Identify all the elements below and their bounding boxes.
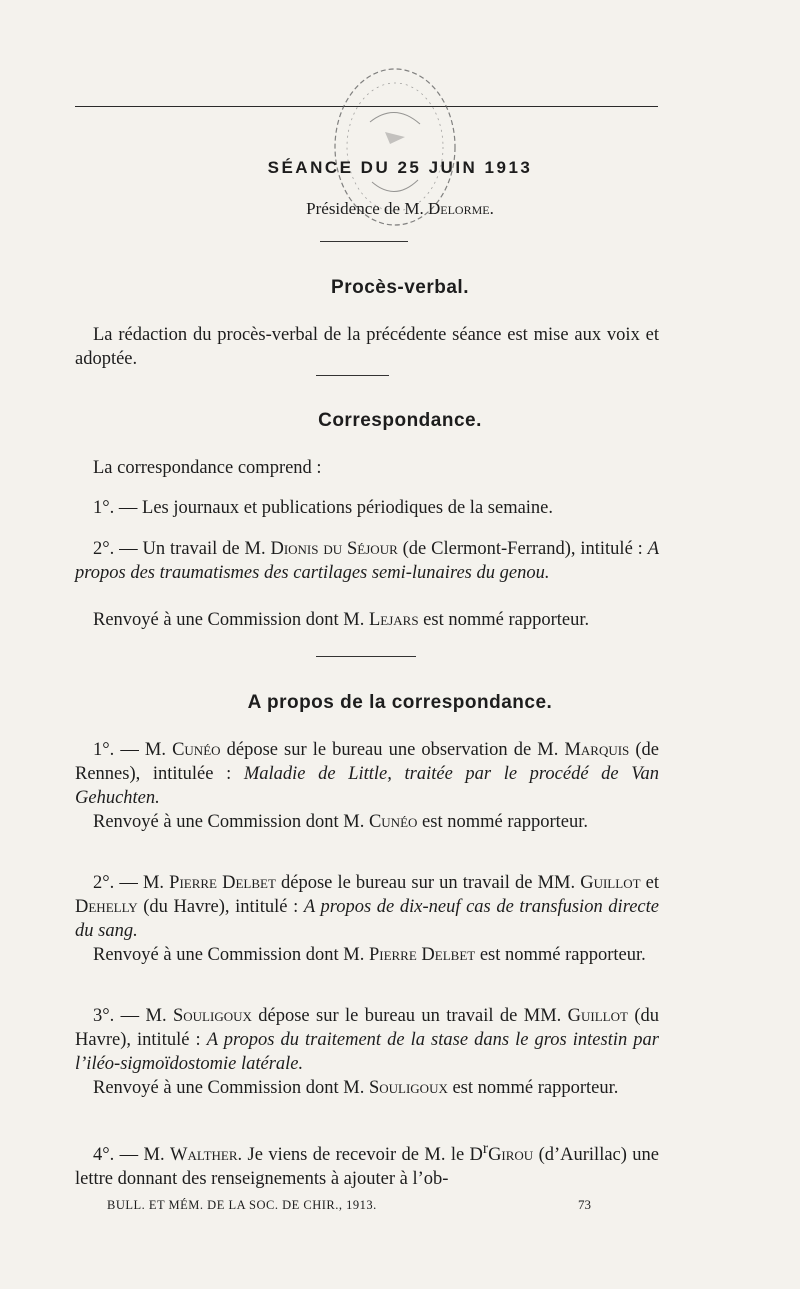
divider-2 bbox=[316, 375, 389, 376]
heading-proces-verbal: Procès-verbal. bbox=[331, 277, 469, 298]
a3-author2: Guillot bbox=[567, 1006, 628, 1026]
heading-correspondance: Correspondance. bbox=[318, 410, 482, 431]
a-propos-item-2-renvoi bbox=[75, 943, 659, 967]
a2-renvoi-prefix: Renvoyé à une Commission dont M. bbox=[93, 945, 369, 965]
running-footer: BULL. ET MÉM. DE LA SOC. DE CHIR., 1913. bbox=[107, 1198, 377, 1212]
a2-mid: dépose le bureau sur un travail de MM. bbox=[275, 873, 581, 893]
seance-title: SÉANCE DU 25 JUIN 1913 bbox=[267, 158, 533, 177]
a2-renvoi-suffix: est nommé rapporteur. bbox=[475, 945, 646, 965]
a1-lead: 1°. — M. bbox=[93, 740, 173, 760]
divider-1 bbox=[320, 241, 408, 242]
a3-lead: 3°. — M. bbox=[93, 1006, 173, 1026]
a3-title: A propos du traitement de la stase dans le gros intestin par l’iléo-sigmoïdostomie latérale. bbox=[75, 1030, 659, 1074]
correspondance-item-1: 1°. — Les journaux et publications périodiques de la semaine. bbox=[93, 498, 554, 518]
a2-author2: Guillot bbox=[580, 873, 641, 893]
a3-rapporteur: Souligoux bbox=[368, 1078, 448, 1098]
presidence-prefix: Présidence de M. bbox=[306, 199, 428, 218]
page-number: 73 bbox=[578, 1197, 591, 1212]
a2-lead: 2°. — M. bbox=[93, 873, 170, 893]
a1-renvoi-suffix: est nommé rapporteur. bbox=[417, 812, 588, 832]
a1-renvoi-prefix: Renvoyé à une Commission dont M. bbox=[93, 812, 369, 832]
c2-rapporteur: Lejars bbox=[368, 610, 419, 630]
a3-author: Souligoux bbox=[172, 1006, 252, 1026]
presidence-line bbox=[0, 199, 800, 219]
c2-mid: (de Clermont-Ferrand), intitulé : bbox=[397, 539, 648, 559]
a-propos-item-3-renvoi bbox=[75, 1076, 659, 1100]
proces-verbal-text: La rédaction du procès-verbal de la précédente séance est mise aux voix et adoptée. bbox=[75, 325, 659, 369]
a1-author: Cunéo bbox=[172, 740, 221, 760]
a1-rapporteur: Cunéo bbox=[368, 812, 418, 832]
a3-mid2: (du Havre), intitulé : bbox=[75, 1006, 659, 1050]
a-propos-item-3 bbox=[75, 1004, 659, 1076]
c2-renvoi-suffix: est nommé rapporteur. bbox=[418, 610, 590, 630]
presidence-suffix: . bbox=[489, 199, 494, 218]
a1-title: Maladie de Little, traitée par le procédé de Van Gehuchten. bbox=[75, 764, 660, 808]
a4-lead: 4°. — M. bbox=[93, 1145, 170, 1166]
a1-mid2: (de Rennes), intitulée : bbox=[75, 740, 659, 784]
a2-mid3: (du Havre), intitulé : bbox=[137, 897, 304, 917]
c2-author: Dionis du Séjour bbox=[270, 539, 398, 559]
a2-mid2: et bbox=[640, 873, 659, 893]
a4-author: Walther bbox=[169, 1145, 238, 1166]
a4-mid: . Je viens de recevoir de M. le D bbox=[237, 1145, 483, 1166]
a1-mid: dépose sur le bureau une observation de M. bbox=[220, 740, 565, 760]
a-propos-item-2 bbox=[75, 871, 659, 943]
correspondance-item-2-renvoi bbox=[75, 608, 659, 632]
a2-title: A propos de dix-neuf cas de transfusion directe du sang. bbox=[75, 897, 659, 941]
a4-rest: (d’Aurillac) une lettre donnant des renseignements à ajouter à l’ob- bbox=[75, 1145, 660, 1190]
correspondance-intro: La correspondance comprend : bbox=[93, 458, 322, 478]
heading-a-propos: A propos de la correspondance. bbox=[247, 692, 553, 713]
a4-author2: Girou bbox=[488, 1145, 534, 1166]
a2-rapporteur: Pierre Delbet bbox=[368, 945, 476, 965]
c2-renvoi-prefix: Renvoyé à une Commission dont M. bbox=[93, 610, 369, 630]
a3-renvoi-prefix: Renvoyé à une Commission dont M. bbox=[93, 1078, 369, 1098]
a4-sup: r bbox=[482, 1140, 489, 1157]
a-propos-item-1 bbox=[75, 738, 659, 810]
a2-author: Pierre Delbet bbox=[169, 873, 276, 893]
a3-renvoi-suffix: est nommé rapporteur. bbox=[447, 1078, 619, 1098]
a1-author2: Marquis bbox=[564, 740, 630, 760]
a-propos-item-4 bbox=[75, 1137, 659, 1191]
a3-mid: dépose sur le bureau un travail de MM. bbox=[251, 1006, 568, 1026]
a-propos-item-1-renvoi bbox=[75, 810, 659, 834]
c2-title: A propos des traumatismes des cartilages semi-lunaires du genou. bbox=[75, 539, 659, 583]
president-name: Delorme bbox=[427, 199, 490, 218]
correspondance-item-2 bbox=[75, 537, 659, 585]
a2-author3: Dehelly bbox=[75, 897, 138, 917]
c2-lead: 2°. — Un travail de M. bbox=[93, 539, 271, 559]
divider-3 bbox=[316, 656, 416, 657]
